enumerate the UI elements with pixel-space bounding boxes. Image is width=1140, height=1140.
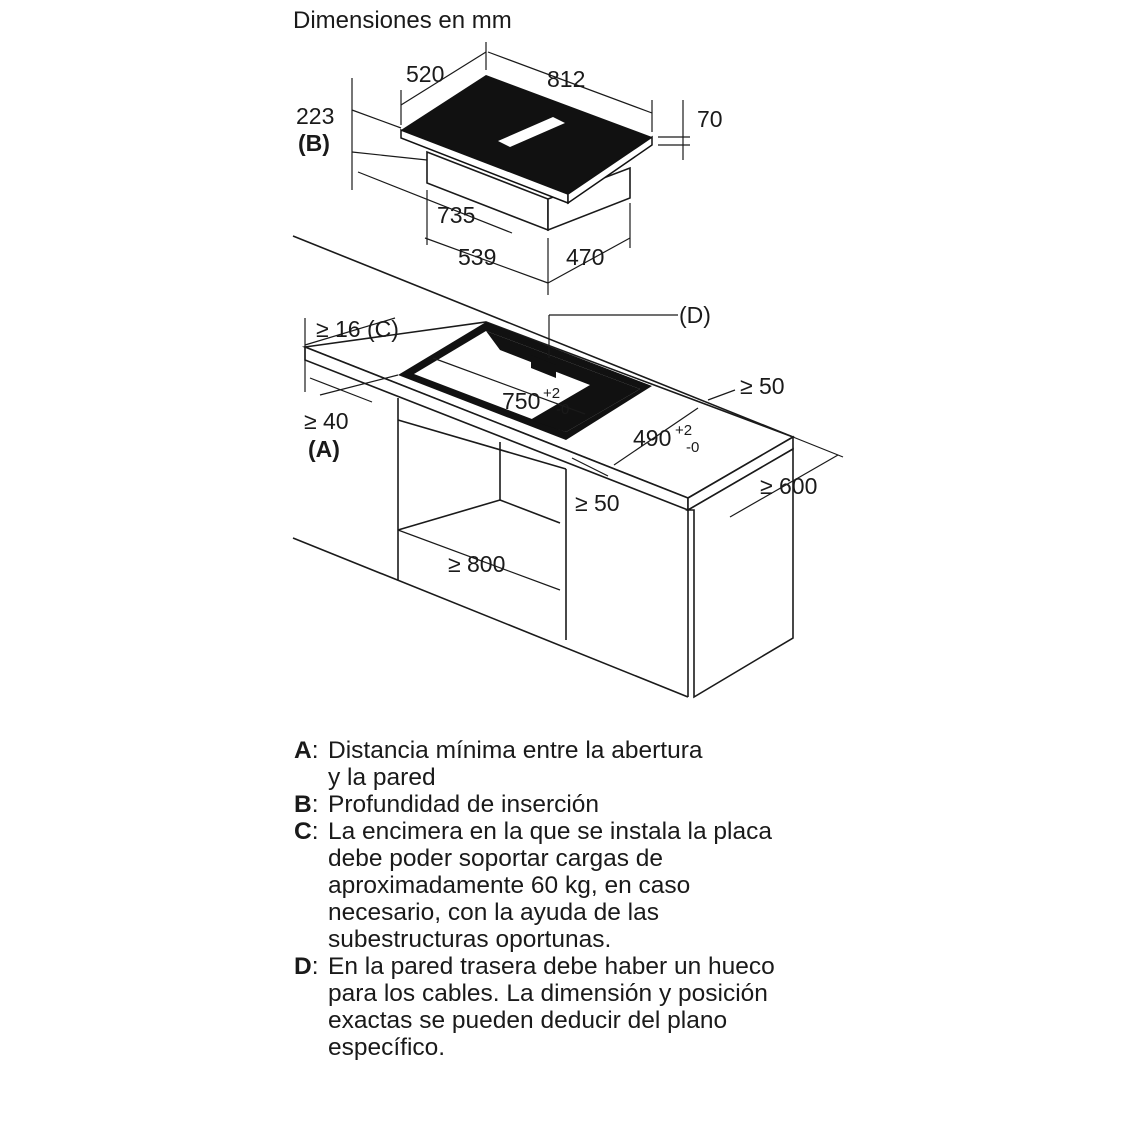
diagram-title: Dimensiones en mm (293, 7, 512, 34)
cutout-width-tol-plus: +2 (543, 385, 561, 402)
body-depth-side-label: 470 (566, 244, 605, 270)
cutout-width-label: 750 (502, 388, 541, 414)
counter-thickness-label: ≥ 16 (C) (316, 316, 399, 342)
cutout-depth-tol-minus: -0 (686, 439, 700, 456)
hob-width-label: 812 (547, 66, 586, 92)
insertion-depth-label: 223 (296, 103, 335, 129)
side-clearance-label: ≥ 50 (740, 373, 785, 399)
cutout-depth-tol-plus: +2 (675, 422, 693, 439)
cable-gap-label: (D) (679, 302, 711, 328)
cutout-width-tol-minus: -0 (556, 401, 570, 418)
legend-item-a: A: Distancia mínima entre la abertura y la pared (294, 737, 854, 791)
legend-text: Profundidad de inserción (328, 791, 600, 818)
cutout-depth-label: 490 (633, 425, 672, 451)
body-width-label: 735 (437, 202, 476, 228)
legend-key: A (294, 737, 312, 764)
legend-text: En la pared trasera debe haber un hueco para los cables. La dimensión y posición exactas se pueden deducir del plano específico. (328, 953, 775, 1061)
body-depth-front-label: 539 (458, 244, 497, 270)
front-clearance-label: ≥ 50 (575, 490, 620, 516)
legend-item-b: B: Profundidad de inserción (294, 791, 854, 818)
hob-depth-label: 520 (406, 61, 445, 87)
legend-item-d: D: En la pared trasera debe haber un hueco para los cables. La dimensión y posición exactas se pueden deducir del plano específico. (294, 953, 854, 1061)
insertion-depth-key: (B) (298, 130, 330, 156)
wall-distance-key: (A) (308, 436, 340, 462)
cabinet-width-label: ≥ 800 (448, 551, 506, 577)
legend-item-c: C: La encimera en la que se instala la placa debe poder soportar cargas de aproximadamente 60 kg, en caso necesario, con la ayuda de las subestructuras oportunas. (294, 818, 854, 953)
legend-key: C (294, 818, 312, 845)
legend (294, 737, 854, 1061)
legend-text: La encimera en la que se instala la placa debe poder soportar cargas de aproximadamente 60 kg, en caso necesario, con la ayuda de las subestructuras oportunas. (328, 818, 773, 953)
worktop-drawing (293, 236, 793, 697)
counter-depth-label: ≥ 600 (760, 473, 818, 499)
hob-height-label: 70 (697, 106, 723, 132)
legend-key: D (294, 953, 312, 980)
legend-text: Distancia mínima entre la abertura y la pared (328, 737, 703, 791)
wall-distance-label: ≥ 40 (304, 408, 349, 434)
legend-key: B (294, 791, 312, 818)
